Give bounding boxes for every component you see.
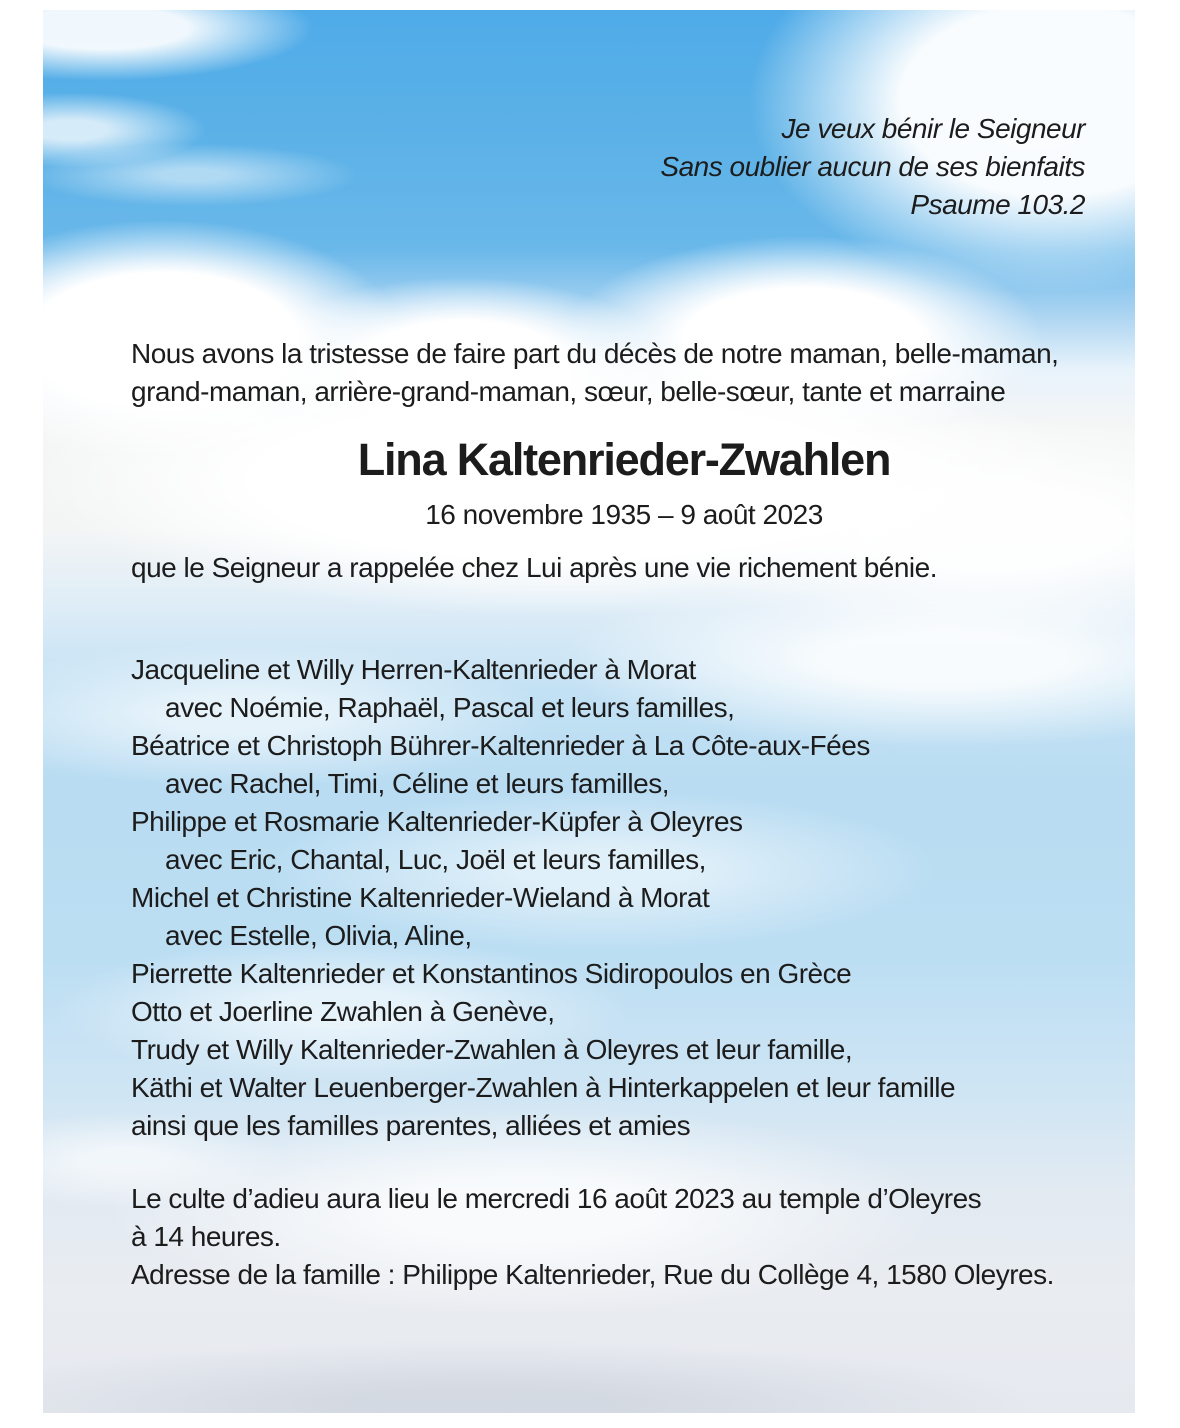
family-line: avec Rachel, Timi, Céline et leurs familles, <box>165 768 669 799</box>
life-dates: 16 novembre 1935 – 9 août 2023 <box>425 499 823 530</box>
family-line: Béatrice et Christoph Bührer-Kaltenrieder à La Côte-aux-Fées <box>131 730 870 761</box>
family-line: Philippe et Rosmarie Kaltenrieder-Küpfer à Oleyres <box>131 806 743 837</box>
announcement-paragraph <box>131 335 1058 411</box>
family-line: Trudy et Willy Kaltenrieder-Zwahlen à Oleyres et leur famille, <box>131 1034 853 1065</box>
family-line: Otto et Joerline Zwahlen à Genève, <box>131 996 555 1027</box>
family-line: Michel et Christine Kaltenrieder-Wieland à Morat <box>131 882 710 913</box>
announcement-line: grand-maman, arrière-grand-maman, sœur, belle-sœur, tante et marraine <box>131 376 1006 407</box>
family-line: Käthi et Walter Leuenberger-Zwahlen à Hinterkappelen et leur famille <box>131 1072 956 1103</box>
tribute-line: que le Seigneur a rappelée chez Lui après une vie richement bénie. <box>131 552 938 583</box>
family-line: ainsi que les familles parentes, alliées et amies <box>131 1110 691 1141</box>
epigraph-line: Je veux bénir le Seigneur <box>781 113 1085 144</box>
ceremony-line: à 14 heures. <box>131 1221 281 1252</box>
epigraph-line: Sans oublier aucun de ses bienfaits <box>660 151 1085 182</box>
announcement-line: Nous avons la tristesse de faire part du décès de notre maman, belle-maman, <box>131 338 1059 369</box>
family-line: Pierrette Kaltenrieder et Konstantinos Sidiropoulos en Grèce <box>131 958 852 989</box>
family-list <box>131 651 955 1145</box>
sky-clouds-background <box>43 10 1135 1413</box>
deceased-block <box>113 432 1135 534</box>
family-line: avec Noémie, Raphaël, Pascal et leurs familles, <box>165 692 735 723</box>
epigraph-psalm-reference: Psaume 103.2 <box>910 189 1085 220</box>
deceased-name: Lina Kaltenrieder-Zwahlen <box>357 434 891 485</box>
ceremony-info <box>131 1180 1054 1294</box>
family-line: Jacqueline et Willy Herren-Kaltenrieder à Morat <box>131 654 696 685</box>
ceremony-line: Le culte d’adieu aura lieu le mercredi 16 août 2023 au temple d’Oleyres <box>131 1183 982 1214</box>
family-line: avec Eric, Chantal, Luc, Joël et leurs familles, <box>165 844 706 875</box>
tribute-line-block <box>131 549 937 587</box>
epigraph <box>660 110 1085 224</box>
family-line: avec Estelle, Olivia, Aline, <box>165 920 472 951</box>
family-address-line: Adresse de la famille : Philippe Kaltenrieder, Rue du Collège 4, 1580 Oleyres. <box>131 1259 1054 1290</box>
